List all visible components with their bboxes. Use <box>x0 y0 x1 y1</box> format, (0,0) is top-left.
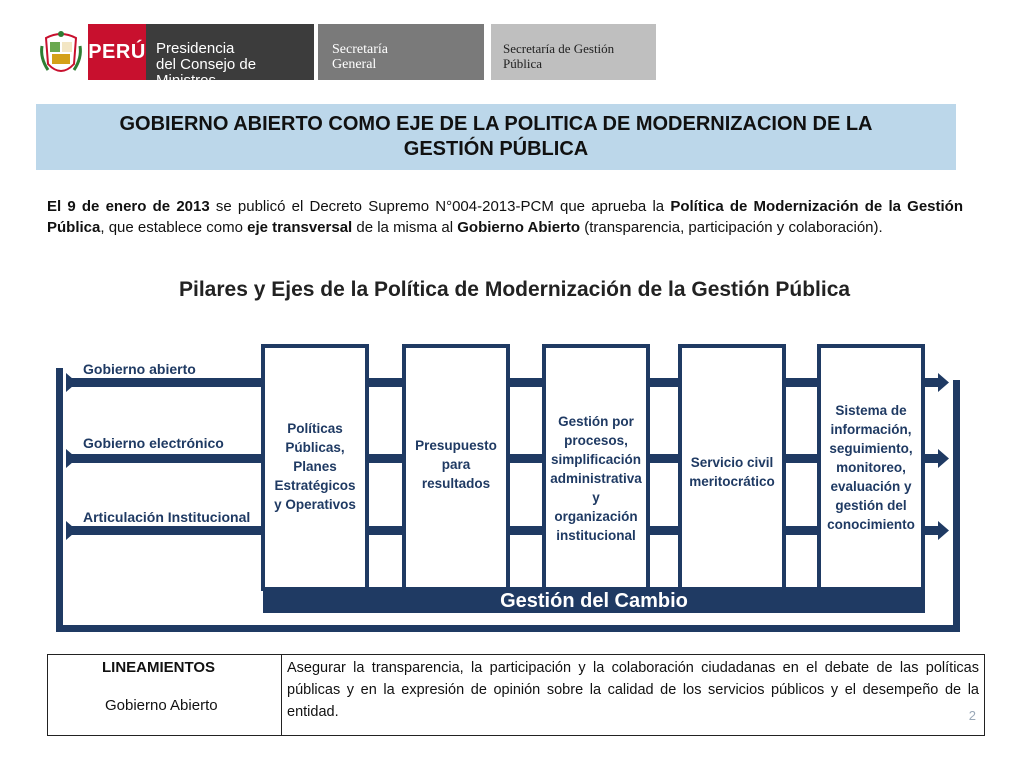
pillar-5-line: evaluación y <box>830 479 912 494</box>
slide-title <box>36 104 956 170</box>
secretaria-gestion-publica-logo <box>491 24 656 80</box>
pillar-1-line: Públicas, <box>285 440 345 455</box>
sgp-line1: Secretaría de Gestión <box>503 41 615 56</box>
gobierno-abierto-label: Gobierno Abierto <box>105 697 218 714</box>
coat-of-arms-icon <box>38 28 84 80</box>
pillar-3-line: simplificación <box>550 452 642 467</box>
lineamiento-description: Asegurar la transparencia, la participación y la colaboración ciudadanas en el debate de las políticas públicas y en la expresión de opinión sobre la calidad de los servicios públicos y el desempeño de la entidad. <box>287 660 979 720</box>
pillar-4-line: meritocrático <box>689 474 775 489</box>
secretaria-general-logo <box>318 24 484 80</box>
intro-policy: Política de Modernización de la Gestión Pública <box>47 198 963 236</box>
intro-text-3: de la misma al <box>352 219 458 236</box>
pillar-3-line: institucional <box>556 528 636 543</box>
page-number: 2 <box>968 708 976 723</box>
title-line1: GOBIERNO ABIERTO COMO EJE DE LA POLITICA DE MODERNIZACION DE LA <box>119 113 873 135</box>
pillar-5-line: información, <box>830 422 912 437</box>
pillar-2-line: resultados <box>421 476 491 491</box>
intro-open-gov: Gobierno Abierto <box>457 219 581 236</box>
sg-line1: Secretaría <box>332 42 388 57</box>
frame-bottom-bar <box>56 625 960 632</box>
axis-label-gobierno-abierto: Gobierno abierto <box>83 361 196 377</box>
pillar-5-line: gestión del <box>835 498 907 513</box>
table-left-cell <box>48 655 282 735</box>
diagram-title: Pilares y Ejes de la Política de Modernización de la Gestión Pública <box>179 278 851 301</box>
intro-text-4: (transparencia, participación y colaboración). <box>580 219 883 236</box>
intro-text-1: se publicó el Decreto Supremo N°004-2013-PCM que aprueba la <box>209 198 671 215</box>
pcm-logo <box>146 24 314 89</box>
intro-paragraph <box>47 196 963 238</box>
pillar-3-line: administrativa <box>550 471 642 486</box>
pillar-2-line: para <box>441 457 471 472</box>
lineamientos-heading: LINEAMIENTOS <box>102 659 216 676</box>
intro-date: El 9 de enero de 2013 <box>47 198 210 215</box>
peru-logo <box>88 24 146 80</box>
gestion-cambio-label: Gestión del Cambio <box>500 590 688 612</box>
pcm-line1: Presidencia <box>156 40 235 57</box>
pillar-5-line: conocimiento <box>827 517 915 532</box>
pillar-3-line: Gestión por <box>558 414 634 429</box>
pillar-5-line: Sistema de <box>835 403 907 418</box>
sg-line2: General <box>332 57 377 72</box>
pillar-3-line: organización <box>554 509 638 524</box>
pillar-box <box>544 346 648 589</box>
axis-label-articulacion: Articulación Institucional <box>83 509 251 525</box>
pillar-1-line: Planes <box>293 459 337 474</box>
axis-label-gobierno-electronico: Gobierno electrónico <box>83 435 224 451</box>
sgp-line2: Pública <box>503 56 542 71</box>
pillar-1-line: y Operativos <box>274 497 356 512</box>
pillar-1-line: Políticas <box>287 421 343 436</box>
pillar-3-line: y <box>592 490 600 505</box>
lineamientos-table <box>47 654 985 736</box>
table-right-cell <box>282 655 984 735</box>
title-line2: GESTIÓN PÚBLICA <box>403 138 589 160</box>
pillar-5-line: seguimiento, <box>829 441 913 456</box>
frame-right-bar <box>953 380 960 632</box>
pillar-3-line: procesos, <box>564 433 628 448</box>
pillar-1-line: Estratégicos <box>274 478 356 493</box>
country-label: PERÚ <box>88 40 146 63</box>
pillar-2-line: Presupuesto <box>415 438 497 453</box>
intro-axis: eje transversal <box>247 219 353 236</box>
frame-left-bar <box>56 368 63 632</box>
pillar-4-line: Servicio civil <box>690 455 774 470</box>
pcm-line2: del Consejo de Ministros <box>156 56 257 89</box>
pillars-diagram <box>56 276 966 636</box>
pillar-5-line: monitoreo, <box>836 460 906 475</box>
intro-text-2: , que establece como <box>100 219 248 236</box>
